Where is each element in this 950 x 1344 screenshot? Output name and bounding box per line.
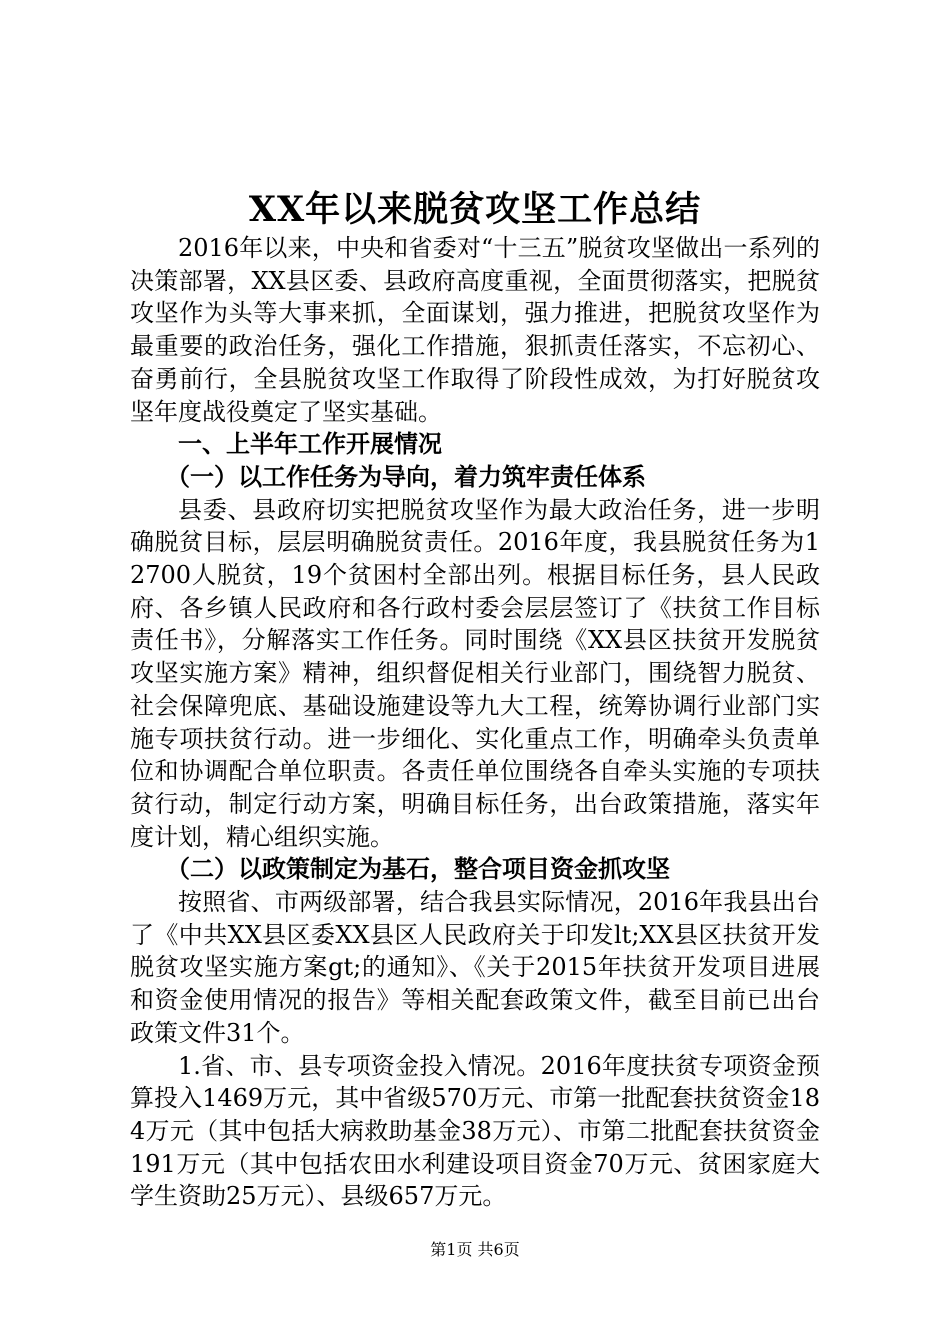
subsection-1-paragraph: 县委、县政府切实把脱贫攻坚作为最大政治任务，进一步明确脱贫目标，层层明确脱贫责任。2016年度，我县脱贫任务为12700人脱贫，19个贫困村全部出列。根据目标任务，县人民政府、各乡镇人民政府和各行政村委会层层签订了《扶贫工作目标责任书》，分解落实工作任务。同时围绕《XX县区扶贫开发脱贫攻坚实施方案》精神，组织督促相关行业部门，围绕智力脱贫、社会保障兜底、基础设施建设等九大工程，统筹协调行业部门实施专项扶贫行动。进一步细化、实化重点工作，明确牵头负责单位和协调配合单位职责。各责任单位围绕各自牵头实施的专项扶贫行动，制定行动方案，明确目标任务，出台政策措施，落实年度计划，精心组织实施。 (130, 495, 820, 851)
page-footer: 第1页 共6页 (430, 1240, 520, 1259)
document-page (130, 188, 820, 1213)
subsection-heading-2: （二）以政策制定为基石，整合项目资金抓攻坚 (166, 854, 670, 884)
subsection-2-paragraph: 按照省、市两级部署，结合我县实际情况，2016年我县出台了《中共XX县区委XX县区人民政府关于印发lt;XX县区扶贫开发脱贫攻坚实施方案gt;的通知》、《关于2015年扶贫开发项目进展和资金使用情况的报告》等相关配套政策文件，截至目前已出台政策文件31个。 (130, 888, 820, 1047)
intro-paragraph: 2016年以来，中央和省委对“十三五”脱贫攻坚做出一系列的决策部署，XX县区委、县政府高度重视，全面贯彻落实，把脱贫攻坚作为头等大事来抓，全面谋划，强力推进，把脱贫攻坚作为最重要的政治任务，强化工作措施，狠抓责任落实，不忘初心、奋勇前行，全县脱贫攻坚工作取得了阶段性成效，为打好脱贫攻坚年度战役奠定了坚实基础。 (130, 234, 820, 426)
document-title: XX年以来脱贫攻坚工作总结 (248, 189, 702, 230)
subsection-heading-1: （一）以工作任务为导向，着力筑牢责任体系 (166, 461, 646, 491)
section-heading-1: 一、上半年工作开展情况 (178, 429, 442, 459)
item-1-paragraph: 1.省、市、县专项资金投入情况。2016年度扶贫专项资金预算投入1469万元，其中省级570万元、市第一批配套扶贫资金184万元（其中包括大病救助基金38万元）、市第二批配套扶贫资金191万元（其中包括农田水利建设项目资金70万元、贫困家庭大学生资助25万元）、县级657万元。 (130, 1051, 820, 1211)
